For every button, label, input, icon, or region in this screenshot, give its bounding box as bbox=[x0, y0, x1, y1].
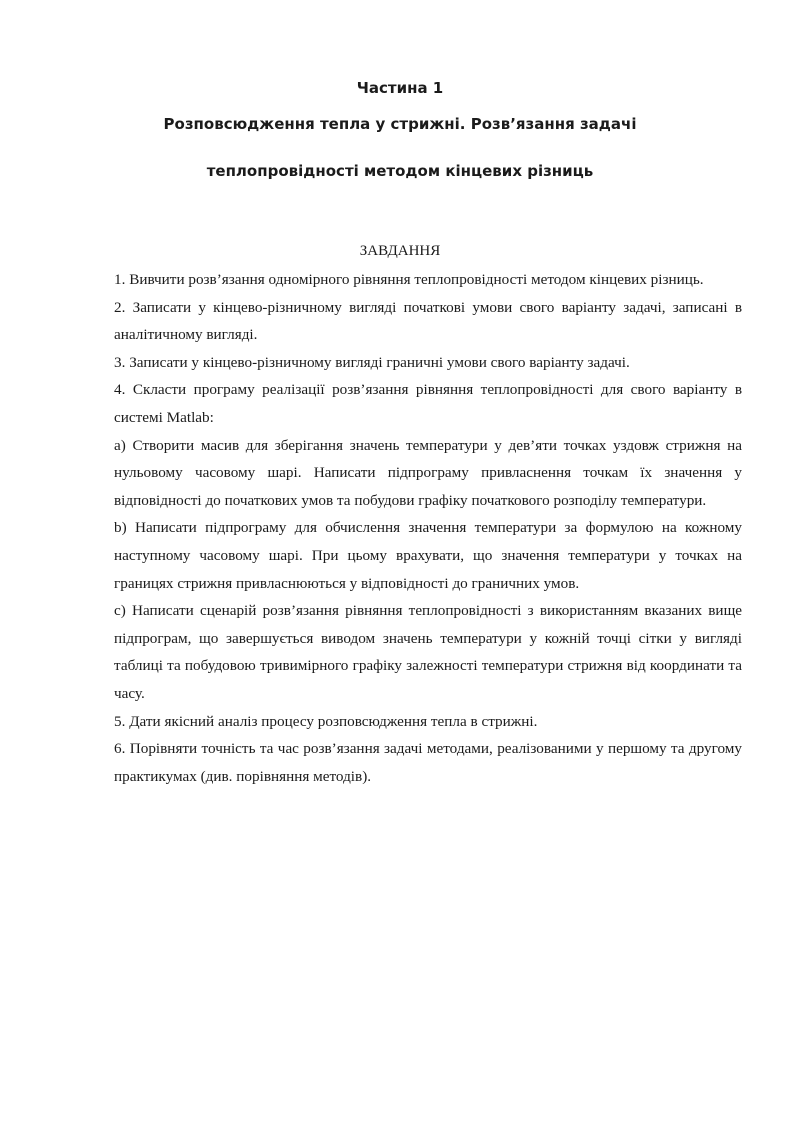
task-heading: ЗАВДАННЯ bbox=[359, 243, 441, 259]
part-heading: Частина 1 bbox=[356, 79, 444, 97]
task-item-3: 3. Записати у кінцево-різничному вигляді граничні умови свого варіанту задачі. bbox=[114, 353, 630, 371]
task-list bbox=[114, 266, 742, 790]
task-item-4: 4. Скласти програму реалізації розв’язання рівняння теплопровідності для свого варіанту в системі Matlab: bbox=[114, 381, 742, 426]
title-line-2: теплопровідності методом кінцевих різниць bbox=[206, 162, 594, 180]
task-item-1: 1. Вивчити розв’язання одномірного рівняння теплопровідності методом кінцевих різниць. bbox=[114, 271, 704, 288]
task-item-6: 6. Порівняти точність та час розв’язання задачі методами, реалізованими у першому та другому практикумах (див. порівняння методів). bbox=[114, 740, 742, 785]
task-item-2: 2. Записати у кінцево-різничному вигляді початкові умови свого варіанту задачі, записані в аналітичному вигляді. bbox=[114, 298, 742, 344]
title-line-1: Розповсюдження тепла у стрижні. Розв’язання задачі bbox=[163, 115, 637, 133]
task-subitem-a: a) Створити масив для зберігання значень температури у дев’яти точках уздовж стрижня на нульовому часовому шарі. Написати підпрограму привласнення точкам їх значення у відповідності до початкових умов та побудови графіку початкового розподілу температури. bbox=[114, 436, 742, 509]
task-subitem-b: b) Написати підпрограму для обчислення значення температури за формулою на кожному наступному часовому шарі. При цьому врахувати, що значення температури у точках на границях стрижня привласнюються у відповідності до граничних умов. bbox=[114, 519, 742, 592]
task-subitem-c: c) Написати сценарій розв’язання рівняння теплопровідності з використанням вказаних вище підпрограм, що завершується виводом значень температури у кожній точці сітки у вигляді таблиці та побудовою тривимірного графіку залежності температури стрижня від координати та часу. bbox=[114, 602, 742, 702]
task-item-5: 5. Дати якісний аналіз процесу розповсюдження тепла в стрижні. bbox=[114, 712, 538, 730]
